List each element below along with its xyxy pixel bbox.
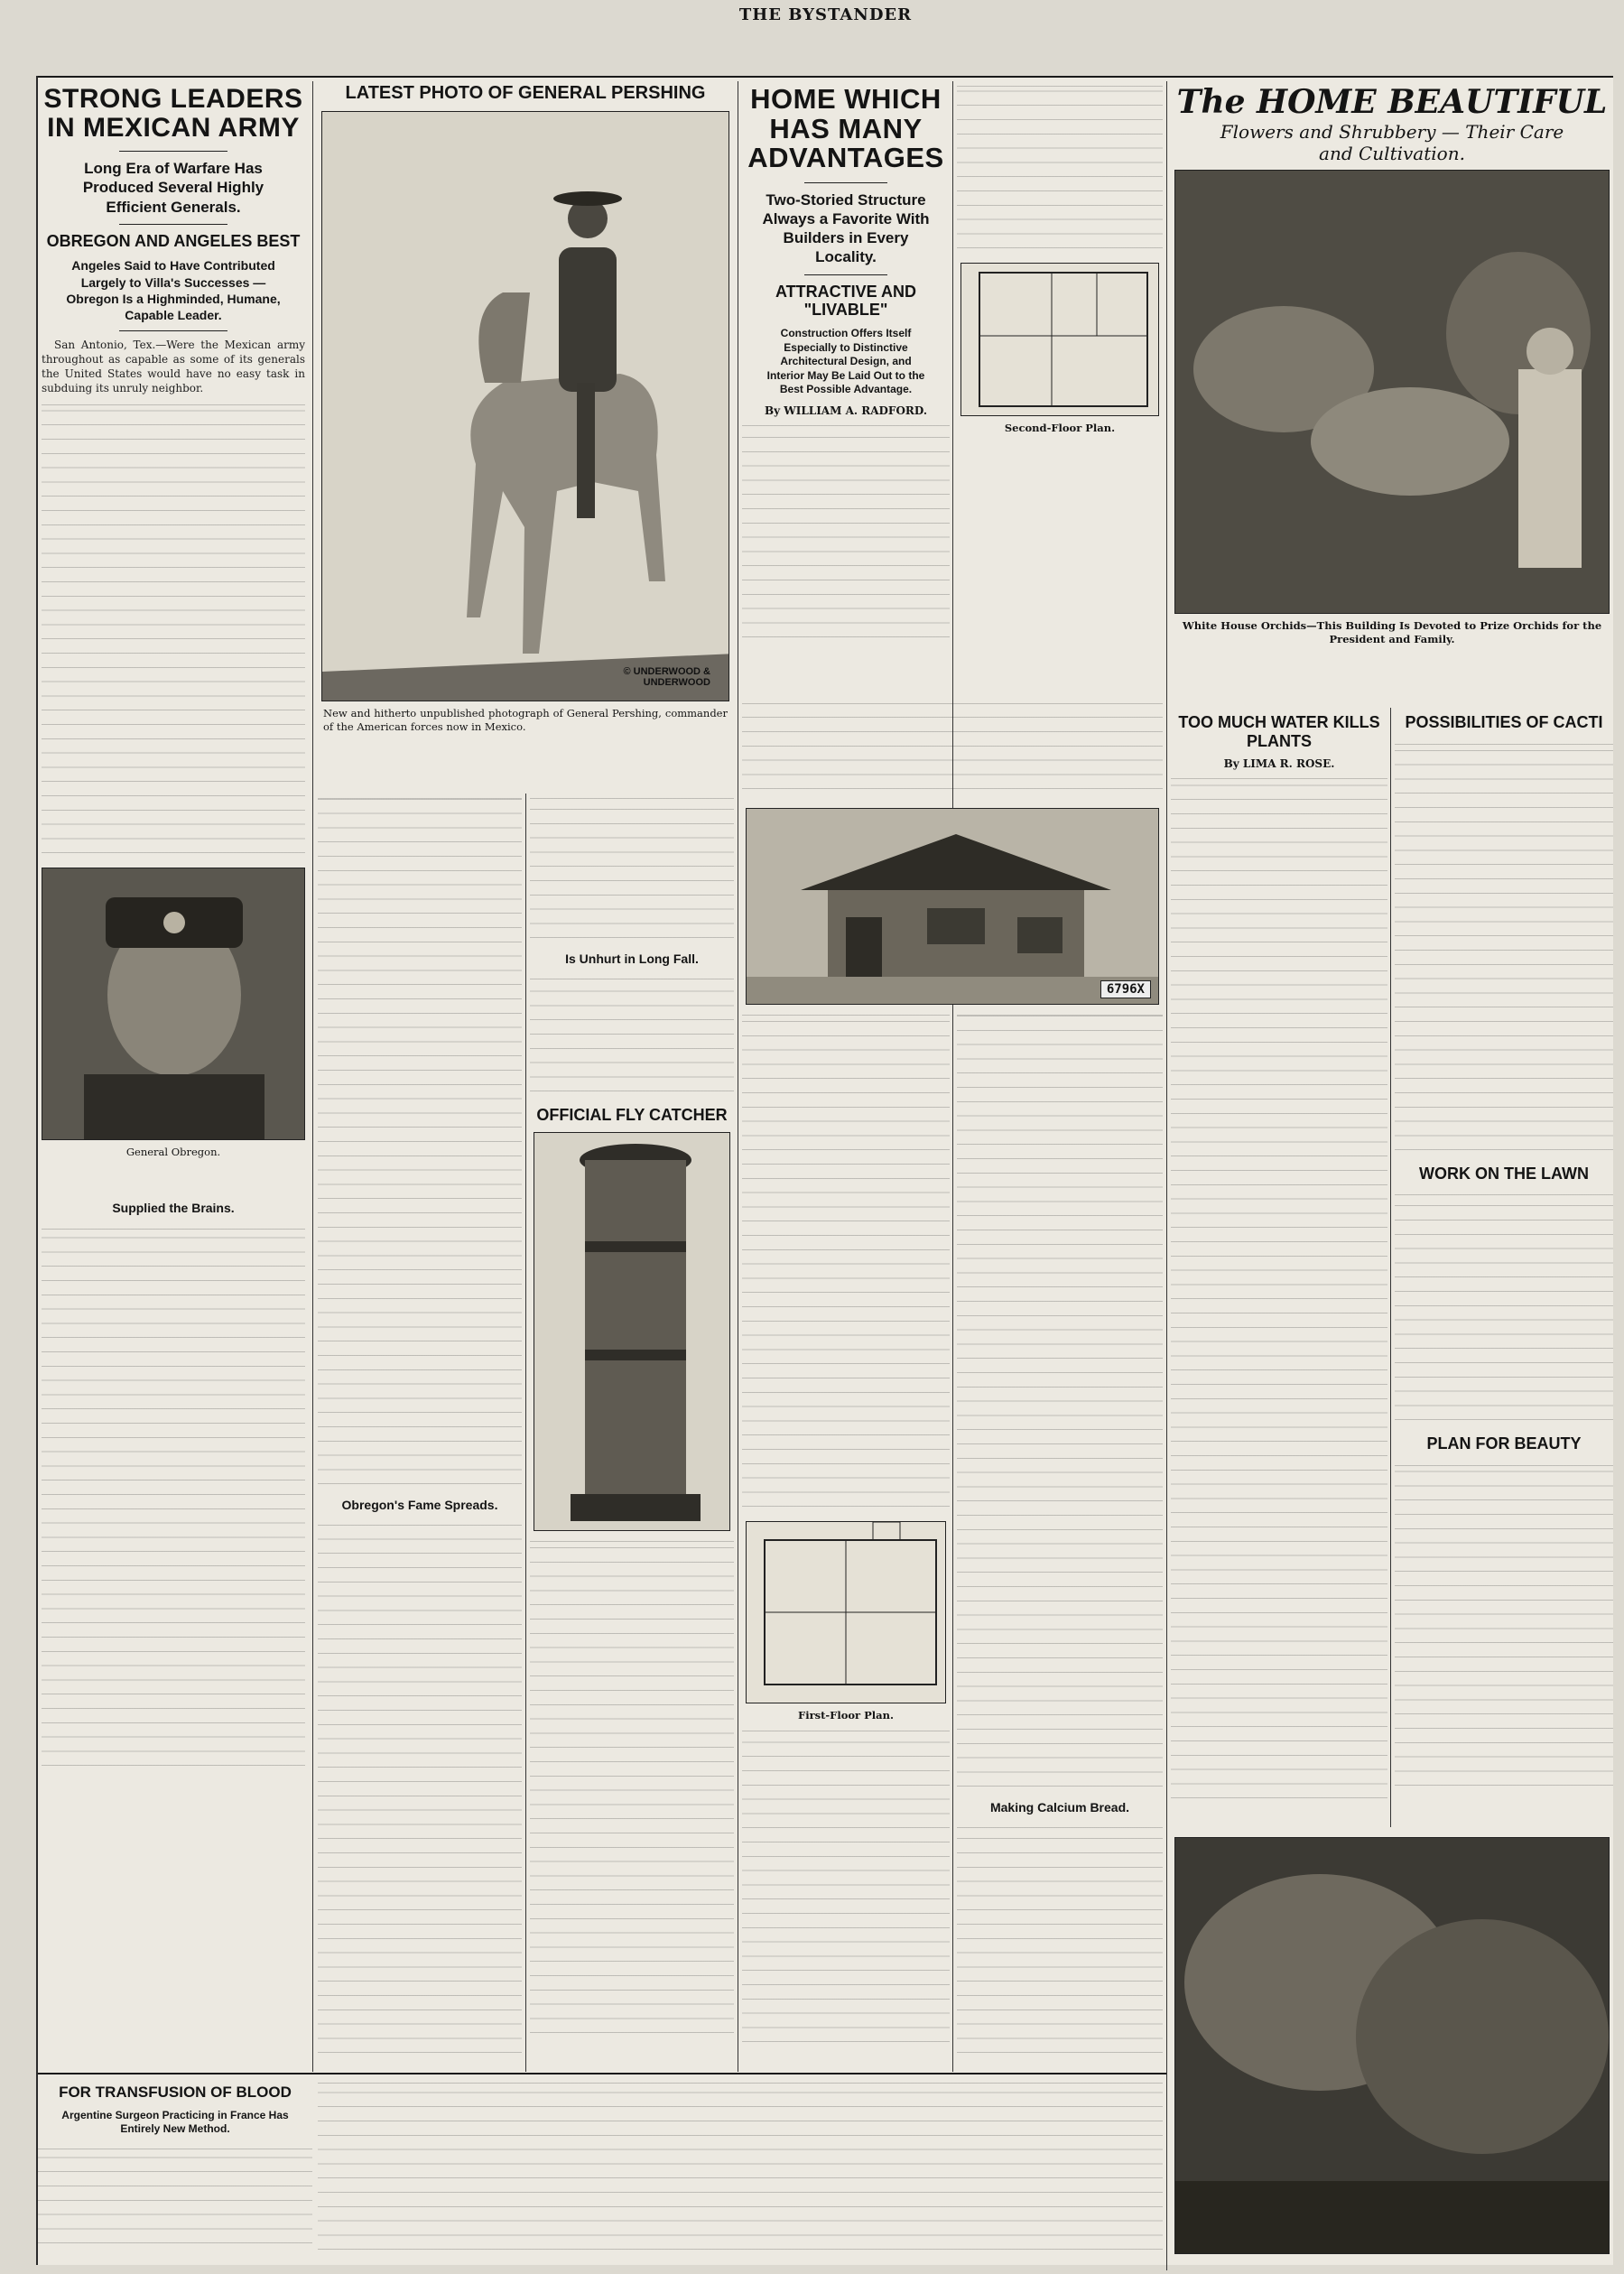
divider (119, 151, 227, 152)
mexico-headline: STRONG LEADERS IN MEXICAN ARMY (43, 84, 303, 143)
bread-body-text (957, 1823, 1163, 2062)
cacti-head: POSSIBILITIES OF CACTI (1405, 713, 1603, 731)
column-rule (1166, 81, 1167, 2270)
obregon-body-text (318, 794, 522, 1493)
orchid-icon (1175, 171, 1610, 613)
pershing-caption: New and hitherto unpublished photograph of General Pershing, commander of the American forces now in Mexico. (323, 707, 728, 733)
lawn-body-text (1395, 1190, 1613, 1429)
home-body-text-2 (957, 81, 1163, 257)
cacti-body-text (1395, 739, 1613, 1159)
home-body-text-4 (742, 1010, 950, 1516)
garden-photo (1171, 1832, 1613, 2260)
home-body-text-5 (742, 1726, 950, 2051)
mexico-story (38, 81, 309, 2090)
beauty-head: PLAN FOR BEAUTY (1426, 1434, 1582, 1453)
obregon-caption: General Obregon. (125, 1145, 221, 1158)
obregon-body-text-3 (530, 794, 734, 947)
mexico-deck: Angeles Said to Have Contributed Largely to Villa's Successes — Obregon Is a Highminded, Humane, Capable Leader. (66, 258, 281, 322)
blood-body-text-2 (318, 2078, 1163, 2259)
mexico-subhead: Long Era of Warfare Has Produced Several Highly Efficient Generals. (82, 160, 264, 216)
home-subhead: Two-Storied Structure Always a Favorite With Builders in Every Locality. (762, 190, 930, 266)
first-floor-plan (746, 1521, 946, 1703)
home-continued-3 (742, 1010, 950, 2072)
beauty-body-text (1395, 1461, 1613, 1795)
bottom-rule (38, 2073, 1166, 2074)
obregon-portrait-icon (42, 868, 305, 1139)
divider (804, 274, 887, 275)
blood-story (38, 2078, 312, 2263)
brains-subhead: Supplied the Brains. (112, 1201, 235, 1216)
obregon-continued (318, 794, 522, 2072)
water-head: TOO MUCH WATER KILLS PLANTS (1178, 713, 1380, 750)
second-floor-caption: Second-Floor Plan. (1004, 422, 1116, 434)
unhurt-head: Is Unhurt in Long Fall. (565, 951, 699, 966)
plate-number: 6796X (1100, 980, 1151, 998)
home-beautiful-subtitle: Flowers and Shrubbery — Their Care and Cultivation. (1220, 121, 1564, 164)
home-byline: By WILLIAM A. RADFORD. (764, 404, 928, 417)
column-rule (952, 81, 953, 2072)
home-continued-2 (742, 699, 1163, 803)
blood-body-text (38, 2144, 312, 2252)
water-byline: By LIMA R. ROSE. (1223, 757, 1335, 771)
first-floor-caption: First-Floor Plan. (798, 1709, 894, 1722)
pershing-headline: LATEST PHOTO OF GENERAL PERSHING (345, 83, 706, 103)
house-icon (747, 809, 1159, 1004)
home-continued-4 (957, 1010, 1163, 2072)
blood-head: FOR TRANSFUSION OF BLOOD (59, 2084, 292, 2101)
bungalow-photo (746, 808, 1159, 1005)
home-body-text-3 (742, 699, 1163, 798)
tree-icon (1175, 1838, 1610, 2253)
orchids-caption: White House Orchids—This Building Is Devoted to Prize Orchids for the President and Family. (1182, 619, 1602, 645)
home-continued (957, 81, 1163, 487)
fame-body-text (318, 1520, 522, 2062)
pershing-feature (318, 81, 733, 785)
pershing-photo (321, 111, 729, 701)
unhurt-fly-stories (530, 794, 734, 2072)
top-rule (38, 76, 1613, 78)
photo-credit: © UNDERWOOD & UNDERWOOD (623, 666, 710, 688)
blood-deck: Argentine Surgeon Practicing in France Has Entirely New Method. (61, 2108, 289, 2136)
home-headline: HOME WHICH HAS MANY ADVANTAGES (747, 83, 944, 174)
divider (119, 224, 227, 225)
home-body-text-6 (957, 1010, 1163, 1796)
second-floor-plan (960, 263, 1159, 416)
blood-story-continued (318, 2078, 1163, 2263)
mexico-lead: San Antonio, Tex.—Were the Mexican army throughout as capable as some of its generals the United States would have no easy task in subduing its unruly neighbor. (42, 339, 305, 394)
column-rule (312, 81, 313, 2072)
horse-rider-icon (322, 112, 729, 701)
floor-plan-icon (747, 1522, 946, 1703)
home-beautiful-title: The HOME BEAUTIFUL (1176, 83, 1608, 121)
water-story (1171, 708, 1387, 1827)
floor-plan-icon (961, 264, 1159, 415)
fame-subhead: Obregon's Fame Spreads. (341, 1498, 498, 1512)
divider (804, 182, 887, 183)
unhurt-body-text (530, 974, 734, 1100)
fly-catcher-body-text (530, 1536, 734, 2042)
newspaper-page (36, 5, 1613, 2265)
mexico-body-text (42, 400, 305, 862)
home-deck: Construction Offers Itself Especially to Distinctive Architectural Design, and Interior May Be Laid Out to the Best Possible Advantage. (766, 327, 925, 396)
home-story (742, 81, 950, 695)
home-beautiful-feature (1171, 81, 1613, 704)
garden-stories (1395, 708, 1613, 1827)
home-body-text (742, 421, 950, 646)
masthead: THE BYSTANDER (738, 5, 913, 24)
mexico-section-head: OBREGON AND ANGELES BEST (46, 231, 301, 250)
orchids-photo (1174, 170, 1610, 614)
column-rule (525, 794, 526, 2072)
water-body-text (1171, 774, 1387, 1807)
fly-trap-icon (534, 1133, 730, 1530)
fly-catcher-photo (534, 1132, 730, 1531)
home-section-head: ATTRACTIVE AND "LIVABLE" (775, 282, 916, 320)
lawn-head: WORK ON THE LAWN (1419, 1164, 1589, 1183)
mexico-body-text-2 (42, 1224, 305, 1775)
bread-head: Making Calcium Bread. (989, 1800, 1130, 1815)
obregon-photo (42, 868, 305, 1140)
fly-catcher-head: OFFICIAL FLY CATCHER (536, 1106, 728, 1125)
shrubbery-photo (1174, 1837, 1610, 2254)
divider (119, 330, 227, 331)
house-photo (742, 803, 1163, 1006)
column-rule (1390, 708, 1391, 1827)
